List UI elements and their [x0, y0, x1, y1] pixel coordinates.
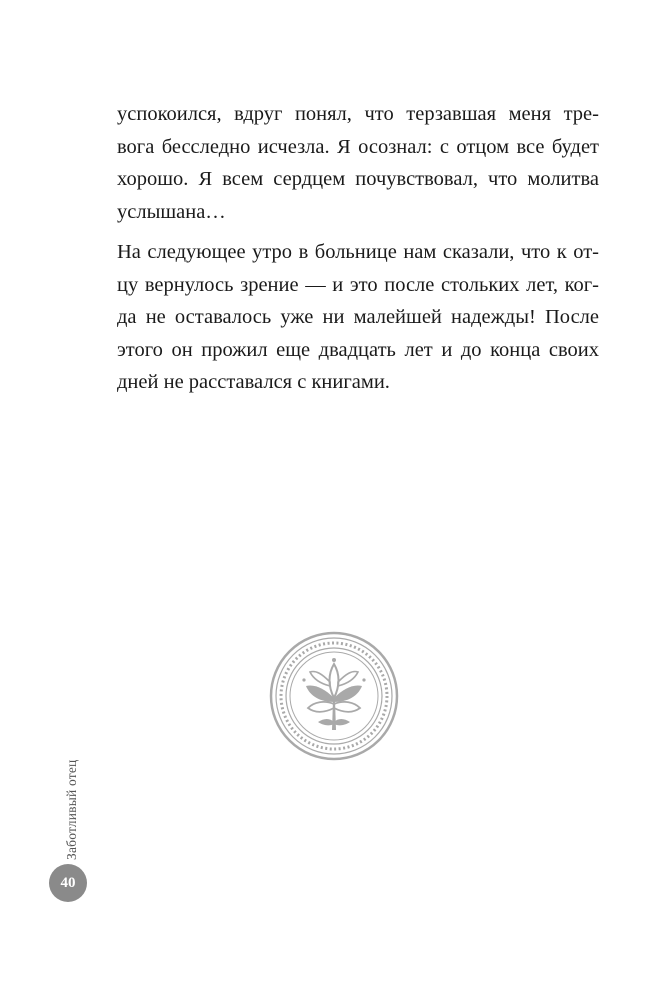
text-line: цу вернулось зрение — и это после стольких лет, ког-: [117, 273, 599, 296]
text-line: На следующее утро в больнице нам сказали, что к от-: [117, 241, 599, 263]
paragraph-2: [117, 236, 599, 399]
floral-medallion-icon: [268, 630, 400, 762]
text-line: этого он прожил еще двадцать лет и до конца своих: [117, 338, 599, 361]
text-line: услышана…: [117, 200, 226, 223]
running-head: Заботливый отец: [64, 759, 79, 860]
text-line: успокоился, вдруг понял, что терзавшая меня тре-: [117, 103, 599, 125]
text-line: да не оставалось уже ни малейшей надежды! После: [117, 306, 599, 328]
paragraph-1: [117, 98, 599, 228]
page-number-badge: 40: [49, 864, 87, 902]
body-text: [117, 98, 599, 399]
text-line: хорошо. Я всем сердцем почувствовал, что молитва: [117, 168, 599, 190]
text-line: дней не расставался с книгами.: [117, 371, 390, 393]
paragraph-spacer: [117, 228, 599, 236]
text-line: вога бесследно исчезла. Я осознал: с отцом все будет: [117, 135, 599, 158]
